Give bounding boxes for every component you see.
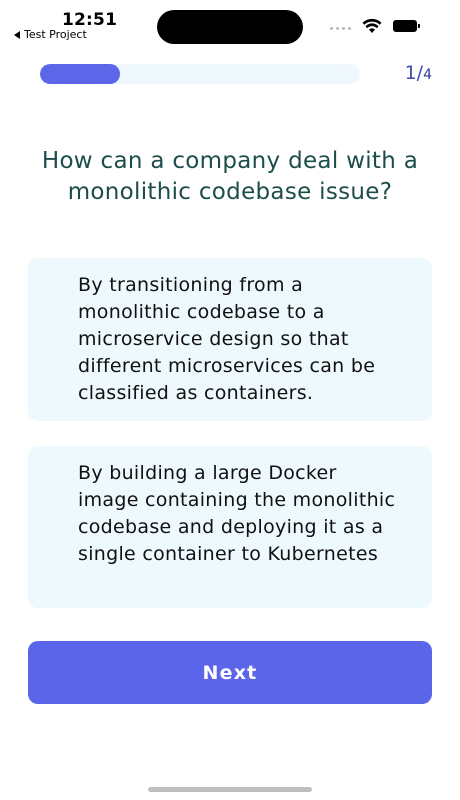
answer-option-2-text: By building a large Docker image containing the monolithic codebase and deploying it as a single container to Kubernetes	[78, 462, 396, 565]
progress-bar-fill	[40, 64, 120, 84]
wifi-icon	[362, 18, 382, 34]
home-indicator[interactable]	[148, 787, 312, 792]
dynamic-island	[157, 10, 303, 44]
status-time: 12:51	[62, 10, 118, 30]
total-questions-number: 4	[423, 67, 432, 83]
question-counter	[405, 62, 432, 84]
answer-option-2[interactable]	[28, 446, 432, 608]
battery-icon	[393, 20, 417, 32]
next-button[interactable]: Next	[28, 641, 432, 704]
status-bar	[0, 0, 460, 48]
progress-bar	[40, 64, 360, 84]
back-to-app-link[interactable]	[14, 28, 87, 41]
question-text: How can a company deal with a monolithic codebase issue?	[41, 148, 419, 205]
answer-option-1-text: By transitioning from a monolithic codebase to a microservice design so that different microservices can be classified as containers.	[78, 274, 376, 404]
cellular-signal-icon	[330, 27, 351, 30]
back-triangle-icon	[14, 31, 20, 39]
current-question-number: 1	[404, 62, 417, 84]
back-app-label: Test Project	[24, 28, 87, 41]
answer-option-1[interactable]	[28, 258, 432, 421]
counter-separator: /	[416, 62, 424, 84]
